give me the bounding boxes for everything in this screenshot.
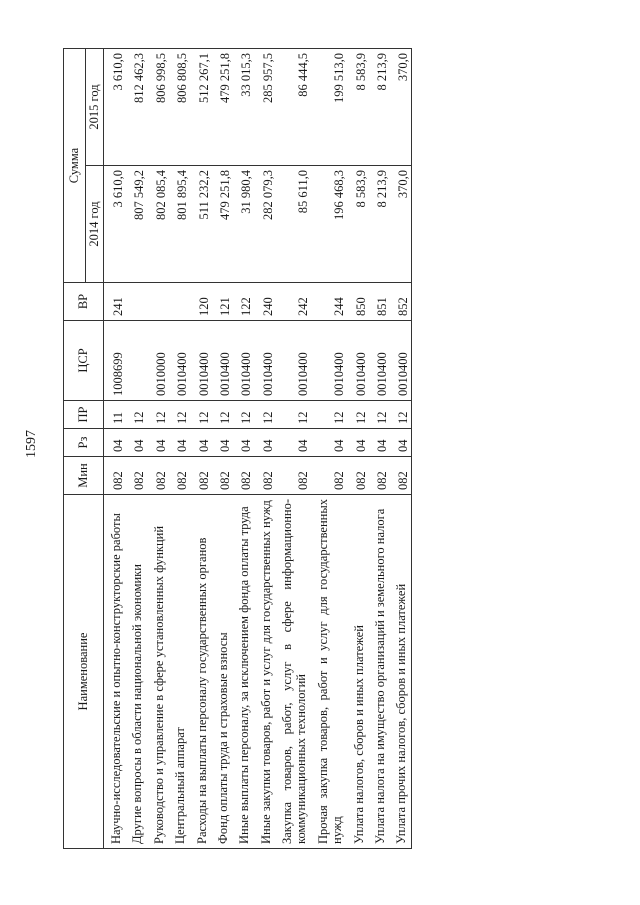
row-min: 082 <box>125 457 146 495</box>
row-rz: 04 <box>368 429 389 457</box>
row-pr: 12 <box>125 401 146 429</box>
row-vr: 244 <box>311 283 347 321</box>
header-2014: 2014 год <box>86 166 104 283</box>
row-min: 082 <box>275 457 311 495</box>
row-name: Прочая закупка товаров, работ и услуг для государственных нужд <box>311 495 347 849</box>
row-name: Центральный аппарат <box>168 495 189 849</box>
row-name: Другие вопросы в области национальной экономики <box>125 495 146 849</box>
row-pr: 12 <box>368 401 389 429</box>
row-pr: 12 <box>275 401 311 429</box>
row-csr: 0010400 <box>168 321 189 401</box>
table-row <box>232 49 253 849</box>
row-min: 082 <box>211 457 232 495</box>
row-vr: 120 <box>190 283 211 321</box>
row-rz: 04 <box>125 429 146 457</box>
row-sum-2015: 812 462,3 <box>125 49 146 166</box>
row-csr: 0010400 <box>368 321 389 401</box>
row-sum-2015: 199 513,0 <box>311 49 347 166</box>
row-pr: 12 <box>254 401 275 429</box>
row-min: 082 <box>168 457 189 495</box>
row-name: Расходы на выплаты персоналу государственных органов <box>190 495 211 849</box>
row-vr <box>125 283 146 321</box>
row-csr: 0010000 <box>147 321 168 401</box>
row-sum-2015: 806 998,5 <box>147 49 168 166</box>
row-name: Руководство и управление в сфере установленных функций <box>147 495 168 849</box>
row-min: 082 <box>311 457 347 495</box>
header-pr: ПР <box>64 401 104 429</box>
row-pr: 12 <box>190 401 211 429</box>
row-rz: 04 <box>168 429 189 457</box>
row-rz: 04 <box>190 429 211 457</box>
row-vr: 851 <box>368 283 389 321</box>
row-name: Научно-исследовательские и опытно-конструкторские работы <box>104 495 126 849</box>
row-vr: 121 <box>211 283 232 321</box>
row-sum-2014: 801 895,4 <box>168 166 189 283</box>
row-sum-2015: 285 957,5 <box>254 49 275 166</box>
table-row <box>368 49 389 849</box>
row-sum-2014: 511 232,2 <box>190 166 211 283</box>
row-sum-2014: 282 079,3 <box>254 166 275 283</box>
row-rz: 04 <box>104 429 126 457</box>
row-min: 082 <box>104 457 126 495</box>
row-pr: 12 <box>311 401 347 429</box>
table-row <box>311 49 347 849</box>
row-min: 082 <box>147 457 168 495</box>
row-sum-2015: 479 251,8 <box>211 49 232 166</box>
row-pr: 12 <box>147 401 168 429</box>
row-sum-2014: 370,0 <box>389 166 411 283</box>
table-row <box>190 49 211 849</box>
row-name: Уплата налога на имущество организаций и земельного налога <box>368 495 389 849</box>
row-min: 082 <box>368 457 389 495</box>
row-sum-2014: 8 213,9 <box>368 166 389 283</box>
row-vr: 852 <box>389 283 411 321</box>
row-name: Закупка товаров, работ, услуг в сфере информационно-коммуникационных технологий <box>275 495 311 849</box>
row-vr: 241 <box>104 283 126 321</box>
row-name: Уплата прочих налогов, сборов и иных платежей <box>389 495 411 849</box>
row-csr <box>125 321 146 401</box>
row-rz: 04 <box>211 429 232 457</box>
row-rz: 04 <box>147 429 168 457</box>
row-rz: 04 <box>389 429 411 457</box>
row-min: 082 <box>389 457 411 495</box>
row-rz: 04 <box>275 429 311 457</box>
row-csr: 0010400 <box>254 321 275 401</box>
table-row <box>389 49 411 849</box>
row-pr: 12 <box>211 401 232 429</box>
row-csr: 0010400 <box>389 321 411 401</box>
header-vr: ВР <box>64 283 104 321</box>
header-name: Наименование <box>64 495 104 849</box>
header-2015: 2015 год <box>86 49 104 166</box>
row-rz: 04 <box>232 429 253 457</box>
header-min: Мин <box>64 457 104 495</box>
table-body <box>104 49 412 849</box>
row-csr: 0010400 <box>211 321 232 401</box>
page-number: 1597 <box>24 430 39 458</box>
header-rz: Рз <box>64 429 104 457</box>
row-sum-2015: 8 213,9 <box>368 49 389 166</box>
row-csr: 0010400 <box>232 321 253 401</box>
row-sum-2014: 8 583,9 <box>347 166 368 283</box>
row-sum-2014: 802 085,4 <box>147 166 168 283</box>
row-sum-2014: 31 980,4 <box>232 166 253 283</box>
row-sum-2015: 8 583,9 <box>347 49 368 166</box>
row-name: Иные закупки товаров, работ и услуг для государственных нужд <box>254 495 275 849</box>
row-vr: 242 <box>275 283 311 321</box>
row-name: Иные выплаты персоналу, за исключением фонда оплаты труда <box>232 495 253 849</box>
table-row <box>147 49 168 849</box>
row-vr: 122 <box>232 283 253 321</box>
table-row <box>275 49 311 849</box>
row-vr <box>147 283 168 321</box>
row-pr: 11 <box>104 401 126 429</box>
rotated-page <box>63 49 583 849</box>
row-sum-2015: 3 610,0 <box>104 49 126 166</box>
row-min: 082 <box>347 457 368 495</box>
row-rz: 04 <box>254 429 275 457</box>
budget-table <box>63 48 412 849</box>
row-rz: 04 <box>347 429 368 457</box>
row-min: 082 <box>254 457 275 495</box>
table-row <box>125 49 146 849</box>
row-rz: 04 <box>311 429 347 457</box>
row-pr: 12 <box>347 401 368 429</box>
row-pr: 12 <box>389 401 411 429</box>
row-sum-2015: 806 808,5 <box>168 49 189 166</box>
row-min: 082 <box>232 457 253 495</box>
row-min: 082 <box>190 457 211 495</box>
row-csr: 0010400 <box>275 321 311 401</box>
row-pr: 12 <box>232 401 253 429</box>
row-vr: 850 <box>347 283 368 321</box>
row-pr: 12 <box>168 401 189 429</box>
row-sum-2014: 807 549,2 <box>125 166 146 283</box>
row-sum-2015: 86 444,5 <box>275 49 311 166</box>
table-row <box>211 49 232 849</box>
row-sum-2014: 3 610,0 <box>104 166 126 283</box>
row-vr: 240 <box>254 283 275 321</box>
row-sum-2015: 370,0 <box>389 49 411 166</box>
row-sum-2015: 33 015,3 <box>232 49 253 166</box>
row-sum-2014: 479 251,8 <box>211 166 232 283</box>
row-csr: 0010400 <box>190 321 211 401</box>
table-row <box>104 49 126 849</box>
row-name: Фонд оплаты труда и страховые взносы <box>211 495 232 849</box>
row-sum-2014: 85 611,0 <box>275 166 311 283</box>
header-sum: Сумма <box>64 49 86 283</box>
table-row <box>168 49 189 849</box>
table-row <box>347 49 368 849</box>
header-csr: ЦСР <box>64 321 104 401</box>
table-row <box>254 49 275 849</box>
row-name: Уплата налогов, сборов и иных платежей <box>347 495 368 849</box>
row-csr: 0010400 <box>311 321 347 401</box>
table-header <box>64 49 104 849</box>
row-csr: 0010400 <box>347 321 368 401</box>
row-sum-2015: 512 267,1 <box>190 49 211 166</box>
row-csr: 1008699 <box>104 321 126 401</box>
row-vr <box>168 283 189 321</box>
row-sum-2014: 196 468,3 <box>311 166 347 283</box>
